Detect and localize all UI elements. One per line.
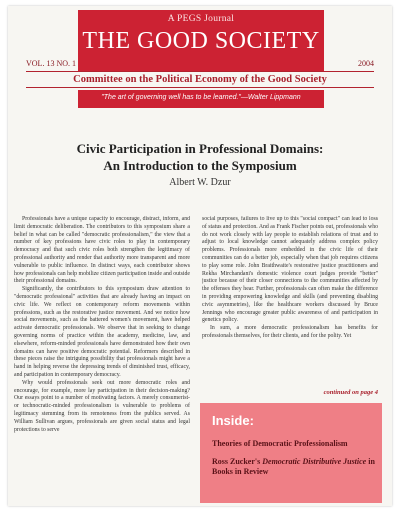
inside-heading: Inside: bbox=[212, 413, 254, 428]
issue-year: 2004 bbox=[358, 59, 374, 68]
paragraph: Significantly, the contributors to this symposium draw attention to "democratic professional" activities that are already having an impact on civic life. We reflect on contemporary reform movements within professions, such as the restorative justice movement. And we notice how social movements, such as the battered women's movement, have helped activate democratic professionals. We observe that in seeking to change governing norms of practice within the academy, medicine, law, and elsewhere, reform-minded professionals have demonstrated how their own domains can have positive democratic potential. Reformers described in these pieces raise the intriguing possibility that professionals might have a hand in helping reverse the depressing trends of diminished trust, efficacy, and participation in contemporary democracy. bbox=[14, 286, 190, 378]
masthead-rule-bottom bbox=[26, 87, 374, 88]
article-title-line1: Civic Participation in Professional Domains: bbox=[76, 141, 324, 156]
masthead-rule-top bbox=[26, 71, 374, 72]
journal-cover bbox=[8, 6, 392, 506]
inside-item2-prefix: Ross Zucker's bbox=[212, 457, 263, 466]
epigraph-quote: "The art of governing well has to be learned."—Walter Lippmann bbox=[101, 94, 301, 101]
volume-number: VOL. 13 NO. 1 bbox=[26, 59, 76, 68]
journal-title: THE GOOD SOCIETY bbox=[82, 28, 320, 54]
inside-item-theories: Theories of Democratic Professionalism bbox=[212, 439, 348, 448]
inside-item-books-review bbox=[212, 457, 378, 477]
paragraph: social purposes, failures to live up to this "social compact" can lead to loss of status and protection. And as Frank Fischer points out, professionals who do not work closely with lay people to establish relations of trust and to adjust to local knowledge cannot adequately address complex policy problems. Professionals more embedded in the civic life of their communities can do a better job, especially when that job requires citizens to play some role. John Braithwaite's restorative justice practitioners and Rekha Mirchandani's domestic violence court judges provide "better" justice because of their closer connections to the communities affected by the offenses they hear. Further, professionals can often make the difference in providing empowering knowledge and skills (and preventing disabling civic asymmetries), like the healthcare workers discussed by Bruce Jennings who encourage greater public awareness of and participation in genetics policy. bbox=[202, 216, 378, 324]
article-title-line2: An Introduction to the Symposium bbox=[103, 158, 297, 173]
continued-note: continued on page 4 bbox=[323, 389, 378, 396]
paragraph: Why would professionals seek out more democratic roles and encourage, for example, more lay participation in their decision-making? Our essays point to a number of motivating factors. A merely consumerist- or technocratic-minded professionalism is vulnerable to problems of legitimacy stemming from its remoteness from the publics served. As William Sullivan argues, professionals are given social status and legal protections to serve bbox=[14, 379, 190, 433]
article-column-right bbox=[202, 216, 378, 388]
article-column-left bbox=[14, 216, 190, 506]
inside-item2-book-title: Democratic Distributive Justice bbox=[262, 457, 367, 466]
masthead bbox=[8, 6, 392, 113]
paragraph: In sum, a more democratic professionalism has benefits for professionals themselves, for their clients, and for the polity. Yet bbox=[202, 325, 378, 339]
article-title bbox=[8, 140, 392, 174]
article-author: Albert W. Dzur bbox=[169, 177, 231, 188]
committee-name: Committee on the Political Economy of the Good Society bbox=[73, 74, 327, 85]
journal-label: A PEGS Journal bbox=[167, 14, 235, 24]
inside-item2-suffix: in Books in Review bbox=[212, 457, 375, 476]
paragraph: Professionals have a unique capacity to encourage, distract, inform, and limit democratic deliberation. The contributors to this symposium share a belief in what can be called "democratic professionalism," the view that a number of key professions have civic roles to play in contemporary democracy and that such civic roles both strengthen the legitimacy of professional authority and render that authority more transparent and more vulnerable to public influence. In distinct ways, each contributor shows how professionals can help mobilize citizen participation inside and outside their professional domains. bbox=[14, 216, 190, 285]
